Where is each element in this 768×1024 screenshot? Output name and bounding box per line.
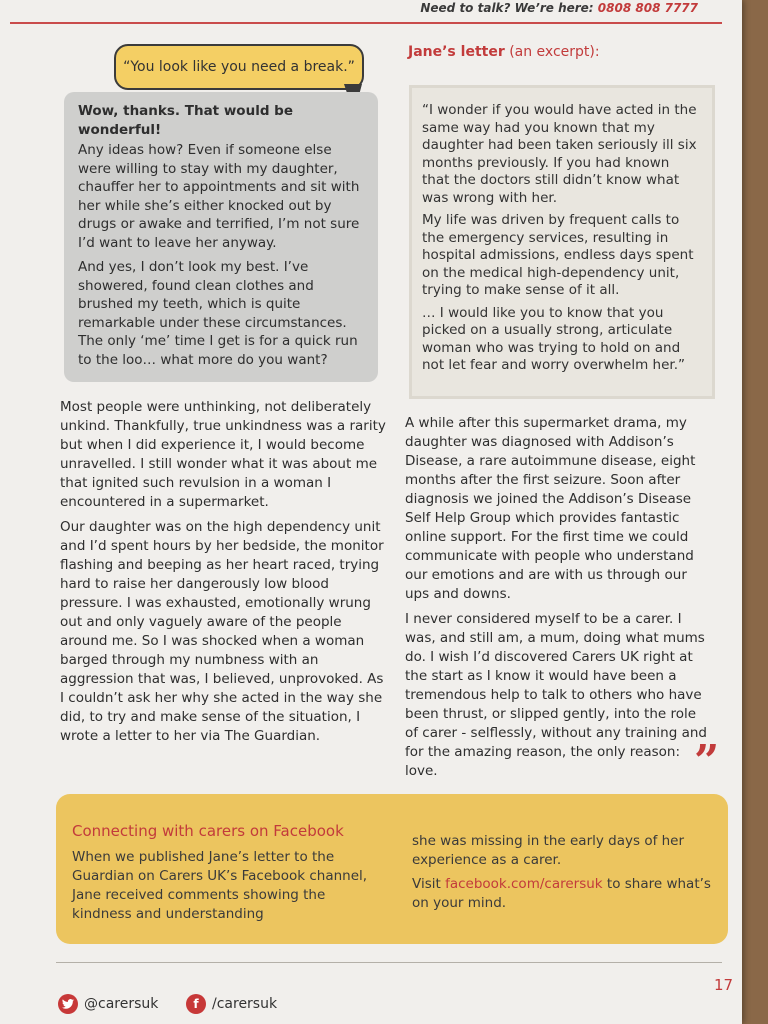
body-paragraph: Our daughter was on the high dependency unit and I’d spent hours by her bedside, the monitor flashing and beeping as her heart raced, trying hard to raise her dangerously low blood pressure. I was exhausted, emotionally wrung out and only vaguely aware of the people around me. So I was shocked when a woman barged through my numbness with an aggression that was, I believed, unprovoked. As I couldn’t ask her why she acted in the way she did, to try and make sense of the situation, I wrote a letter to her via The Guardian. <box>60 519 384 744</box>
letter-paragraph: “I wonder if you would have acted in the same way had you known that my daughter had been taken seriously ill six months previously. If you had known that the doctors still didn’t know what was wrong with her. <box>422 102 697 206</box>
facebook-handle-text: /carersuk <box>212 996 278 1012</box>
letter-subtitle: (an excerpt): <box>509 44 600 60</box>
body-paragraph: I never considered myself to be a carer. I was, and still am, a mum, doing what mums do. I wish I’d discovered Carers UK right at the start as I know it would have been a tremendous help to talk to others who have been thrust, or slipped gently, into the role of carer - selflessly, without any training and for the amazing reason, the only reason: love. <box>405 611 707 779</box>
facebook-callout <box>56 794 728 944</box>
facebook-link[interactable]: facebook.com/carersuk <box>445 876 603 892</box>
body-paragraph: A while after this supermarket drama, my daughter was diagnosed with Addison’s Disease, a rare autoimmune disease, eight months after the first seizure. Soon after diagnosis we joined the Addison’s Disease Self Help Group which provides fantastic online support. For the first time we could communicate with people who understand our emotions and are with us through our ups and downs. <box>405 415 696 602</box>
reply-paragraph: Any ideas how? Even if someone else were willing to stay with my daughter, chauffer her to appointments and sit with her while she’s either knocked out by drugs or awake and terrified, I’m not sure I’d want to leave her anyway. <box>78 142 360 251</box>
closing-quote-icon: ” <box>694 736 720 787</box>
speech-bubble-text: “You look like you need a break.” <box>123 59 355 75</box>
reply-heading: Wow, thanks. That would be wonderful! <box>78 103 293 138</box>
helpline <box>420 1 698 15</box>
helpline-label: Need to talk? We’re here: <box>420 1 594 15</box>
facebook-handle[interactable] <box>186 994 277 1014</box>
reply-paragraph: And yes, I don’t look my best. I’ve showered, found clean clothes and brushed my teeth, which is quite remarkable under these circumstances. The only ‘me’ time I get is for a quick run to the loo… what more do you want? <box>78 259 358 368</box>
visit-prefix: Visit <box>412 876 446 892</box>
left-column <box>60 398 386 752</box>
twitter-handle[interactable] <box>58 994 158 1014</box>
letter-paragraph: … I would like you to know that you picked on a usually strong, articulate woman who was trying to hold on and not let fear and worry overwhelm her.” <box>422 304 686 373</box>
speech-bubble <box>114 44 364 90</box>
letter-paragraph: My life was driven by frequent calls to the emergency services, resulting in hospital admissions, endless days spent on the medical high-dependency unit, trying to make sense of it all. <box>422 212 694 298</box>
header-divider <box>10 22 722 24</box>
callout-right-text: she was missing in the early days of her experience as a carer. <box>412 833 685 868</box>
callout-title: Connecting with carers on Facebook <box>72 822 344 840</box>
letter-excerpt <box>412 88 712 396</box>
footer-divider <box>56 962 722 963</box>
page-number: 17 <box>714 976 734 994</box>
right-column <box>405 414 711 787</box>
helpline-number[interactable]: 0808 808 7777 <box>597 1 698 15</box>
facebook-icon: f <box>186 994 206 1014</box>
letter-title: Jane’s letter <box>408 44 505 60</box>
body-paragraph: Most people were unthinking, not deliberately unkind. Thankfully, true unkindness was a rarity but when I did experience it, I would become unravelled. I still wonder what it was about me that ignited such revulsion in a woman I encountered in a supermarket. <box>60 399 386 510</box>
reply-box <box>64 92 378 382</box>
callout-left-text: When we published Jane’s letter to the Guardian on Carers UK’s Facebook channel, Jane received comments showing the kindness and understanding <box>72 849 368 922</box>
callout-visit <box>412 875 712 913</box>
letter-heading <box>408 44 600 60</box>
twitter-handle-text: @carersuk <box>84 996 159 1012</box>
callout-right <box>412 832 712 918</box>
twitter-icon <box>58 994 78 1014</box>
visit-suffix: to share what’s on your mind. <box>412 876 711 911</box>
